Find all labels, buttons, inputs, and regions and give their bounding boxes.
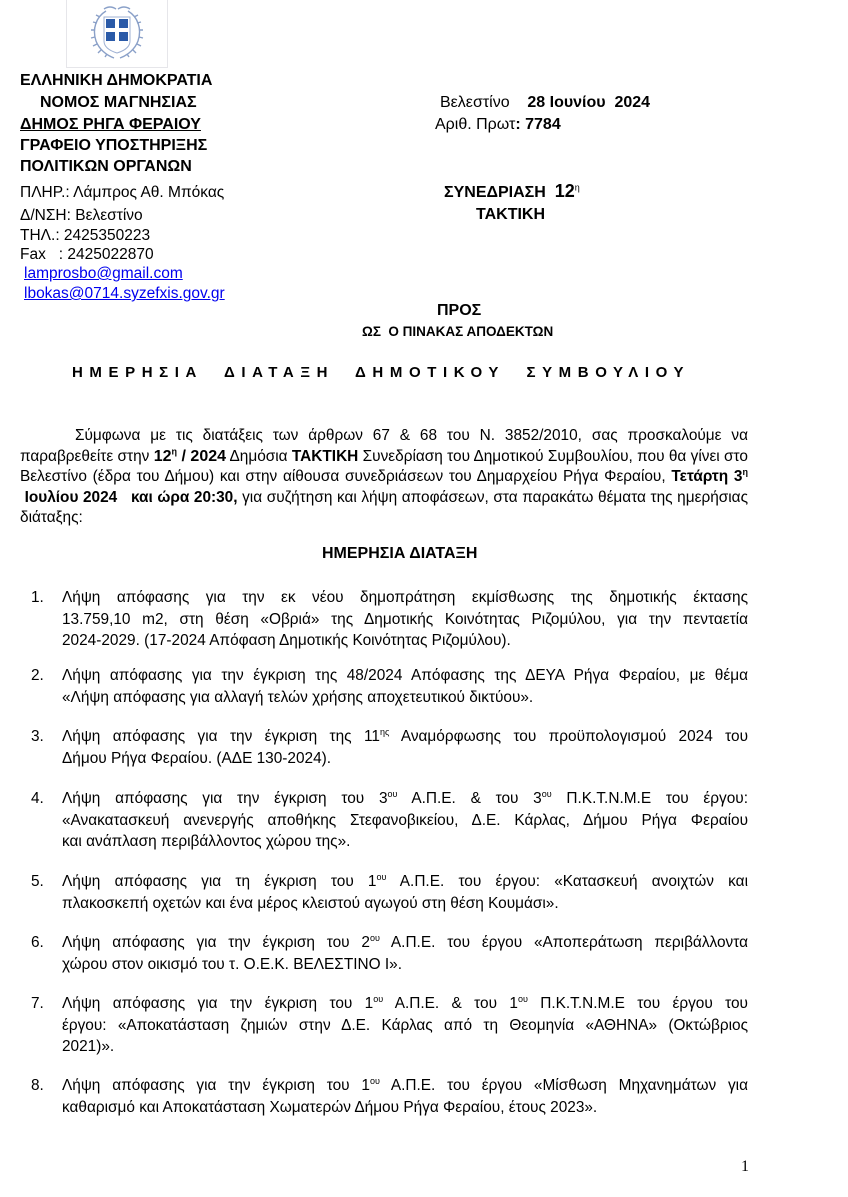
intro-text-1: Σύμφωνα με τις διατάξεις των άρθρων 67 & 68 του Ν. 3852/2010, σας προσκαλούμε να παραβρεθείτε στην (20, 427, 748, 465)
session-ref (154, 448, 226, 465)
agenda-item-text (62, 932, 748, 975)
header-office-2: ΠΟΛΙΤΙΚΩΝ ΟΡΓΑΝΩΝ (20, 158, 192, 175)
agenda-item-text (62, 665, 748, 708)
greek-coat-of-arms-icon (86, 3, 148, 65)
agenda-item-line: 13.759,10 m2, στη θέση «Οβριά» της Δημοτικής Κοινότητας Ριζομύλου, για την πενταετία (62, 610, 748, 628)
agenda-item-line: Λήψη απόφασης για την έγκριση του $2^{o\upsilon}$ Α.Π.Ε. του έργου «Αποπεράτωση περιβάλλοντα (62, 932, 749, 951)
agenda-item-number: 3. (31, 728, 44, 745)
ordinal-suffix: ου (369, 1075, 380, 1086)
protocol-label: Αριθ. Πρωτ (435, 116, 516, 133)
intro-text-2: Δημόσια (226, 447, 292, 465)
agenda-item-line: 2021)». (62, 1038, 115, 1055)
session-line (444, 181, 580, 202)
agenda-heading: ΗΜΕΡΗΣΙΑ ΔΙΑΤΑΞΗ (322, 545, 478, 562)
session-ref-number: 12 (153, 447, 172, 465)
agenda-item (31, 587, 748, 652)
agenda-item-number: 2. (31, 667, 44, 684)
meeting-day-sup: η (742, 466, 748, 477)
agenda-item-line: Λήψη απόφασης για την έγκριση της $11^{\eta\varsigma}$ Αναμόρφωσης του προϋπολογισμού 2024 του (62, 726, 748, 745)
agenda-item-line: Δήμου Ρήγα Φεραίου. (ΑΔΕ 130-2024). (62, 749, 332, 767)
intro-session-type: ΤΑΚΤΙΚΗ (291, 447, 359, 465)
email-link-1[interactable]: lamprosbo@gmail.com (24, 265, 183, 282)
agenda-item-number: 4. (31, 790, 44, 807)
recipient-value: ΩΣ Ο ΠΙΝΑΚΑΣ ΑΠΟΔΕΚΤΩΝ (362, 324, 554, 339)
contact-phone: ΤΗΛ.: 2425350223 (20, 227, 151, 244)
date-line (440, 92, 650, 114)
ordinal-suffix: ης (379, 726, 390, 737)
header-prefecture: ΝΟΜΟΣ ΜΑΓΝΗΣΙΑΣ (40, 94, 197, 111)
session-sup: η (574, 182, 580, 193)
agenda-item (31, 871, 748, 914)
recipient-label: ΠΡΟΣ (437, 302, 482, 319)
agenda-item-number: 7. (31, 995, 44, 1012)
meeting-date-time: Ιουλίου 2024 και ώρα 20:30, (20, 488, 238, 506)
agenda-item-text (62, 726, 748, 769)
session-ref-sup: η (171, 446, 177, 457)
agenda-item-text (62, 993, 748, 1058)
agenda-item (31, 788, 748, 853)
contact-address: Δ/ΝΣΗ: Βελεστίνο (20, 207, 143, 224)
session-label: ΣΥΝΕΔΡΙΑΣΗ (444, 184, 546, 201)
agenda-item (31, 665, 748, 708)
protocol-number: : 7784 (515, 116, 561, 133)
date: 28 Ιουνίου 2024 (527, 94, 651, 111)
ordinal-suffix: ου (376, 871, 387, 882)
intro-text-4: για συζήτηση και λήψη αποφάσεων, στα παρακάτω θέματα της ημερήσιας διάταξης: (20, 488, 748, 526)
agenda-item-text (62, 788, 748, 853)
logo-box (66, 0, 168, 68)
agenda-item-line: 2024-2029. (17-2024 Απόφαση Δημοτικής Κοινότητας Ριζομύλου). (62, 632, 511, 649)
agenda-item-line: «Λήψη απόφασης για αλλαγή τελών χρήσης αποχετευτικού δικτύου». (62, 688, 534, 706)
agenda-item-line: Λήψη απόφασης για την εκ νέου δημοπράτηση εκμίσθωσης της δημοτικής έκτασης (62, 589, 748, 606)
header-office: ΓΡΑΦΕΙΟ ΥΠΟΣΤΗΡΙΞΗΣ (20, 137, 208, 154)
agenda-item (31, 993, 748, 1058)
agenda-item-number: 6. (31, 934, 44, 951)
agenda-item-line: Λήψη απόφασης για την έγκριση του $1^{o\upsilon}$ Α.Π.Ε. του έργου «Μίσθωση Μηχανημάτων για (62, 1075, 749, 1094)
agenda-item-line: καθαρισμό και Αποκατάσταση Χωματερών Δήμου Ρήγα Φεραίου, έτους 2023». (62, 1098, 598, 1116)
ordinal-suffix: ου (517, 993, 528, 1004)
agenda-item-line: χώρου στον οικισμό του τ. Ο.Ε.Κ. ΒΕΛΕΣΤΙΝΟ Ι». (62, 955, 402, 973)
meeting-day: Τετάρτη 3 (671, 468, 743, 485)
email-link-2[interactable]: lbokas@0714.syzefxis.gov.gr (24, 285, 225, 302)
agenda-item-line: «Ανακατασκευή ανενεργής αποθήκης Στεφανοβικείου, Δ.Ε. Κάρλας, Δήμου Ρήγα Φεραίου (62, 811, 748, 829)
protocol-line (435, 114, 561, 136)
agenda-item-line: έργου: «Αποκατάσταση ζημιών στην Δ.Ε. Κάρλας από τη Θεομηνία «ΑΘΗΝΑ» (Οκτώβριος (62, 1016, 748, 1034)
agenda-item-line: και ανάπλαση περιβάλλοντος χώρου της». (62, 833, 351, 850)
agenda-item-text (62, 871, 748, 914)
agenda-item-line: Λήψη απόφασης για την έγκριση του $1^{o\upsilon}$ Α.Π.Ε. & του $1^{o\upsilon}$ Π.Κ.Τ.Ν.Μ.Ε του έργου του (62, 993, 748, 1012)
ordinal-suffix: ου (369, 932, 380, 943)
agenda-item-line: Λήψη απόφασης για τη έγκριση του $1^{o\upsilon}$ Α.Π.Ε. του έργου: «Κατασκευή ανοιχτών και (62, 871, 748, 890)
agenda-item (31, 932, 748, 975)
contact-responsible: ΠΛΗΡ.: Λάμπρος Αθ. Μπόκας (20, 184, 225, 201)
agenda-item-text (62, 587, 748, 652)
agenda-item-number: 8. (31, 1077, 44, 1094)
header-country: ΕΛΛΗΝΙΚΗ ΔΗΜΟΚΡΑΤΙΑ (20, 72, 213, 89)
intro-text-3: Συνεδρίαση του Δημοτικού Συμβουλίου, που θα γίνει στο Βελεστίνο (έδρα του Δήμου) και στην αίθουσα συνεδριάσεων του Δημαρχείου Ρήγα Φεραίου, (20, 447, 748, 485)
ordinal-suffix: ου (541, 788, 552, 799)
agenda-item-text (62, 1075, 748, 1118)
agenda-item (31, 726, 748, 769)
contact-fax: Fax : 2425022870 (20, 246, 154, 263)
session-number: 12 (554, 181, 575, 201)
agenda-item-number: 1. (31, 589, 44, 606)
document-title: ΗΜΕΡΗΣΙΑ ΔΙΑΤΑΞΗ ΔΗΜΟΤΙΚΟΥ ΣΥΜΒΟΥΛΙΟΥ (72, 364, 691, 381)
agenda-item-line: Λήψη απόφασης για την έγκριση του $3^{o\upsilon}$ Α.Π.Ε. & του $3^{o\upsilon}$ Π.Κ.Τ.Ν.Μ.Ε του έργου: (62, 788, 748, 807)
place: Βελεστίνο (440, 94, 510, 111)
agenda-item-number: 5. (31, 873, 44, 890)
page-number: 1 (741, 1158, 749, 1175)
agenda-item-line: Λήψη απόφασης για την έγκριση της 48/2024 Απόφασης της ΔΕΥΑ Ρήγα Φεραίου, με θέμα (62, 667, 748, 684)
header-municipality: ΔΗΜΟΣ ΡΗΓΑ ΦΕΡΑΙΟΥ (20, 116, 201, 133)
agenda-item-line: πλακοσκεπή οχετών και ένα μέρος κλειστού αγωγού στη θέση Κουμάσι». (62, 894, 559, 912)
agenda-item (31, 1075, 748, 1118)
intro-paragraph (20, 426, 748, 529)
ordinal-suffix: ου (387, 788, 398, 799)
ordinal-suffix: ου (373, 993, 384, 1004)
session-type: ΤΑΚΤΙΚΗ (476, 206, 546, 223)
session-ref-year: / 2024 (176, 447, 227, 465)
